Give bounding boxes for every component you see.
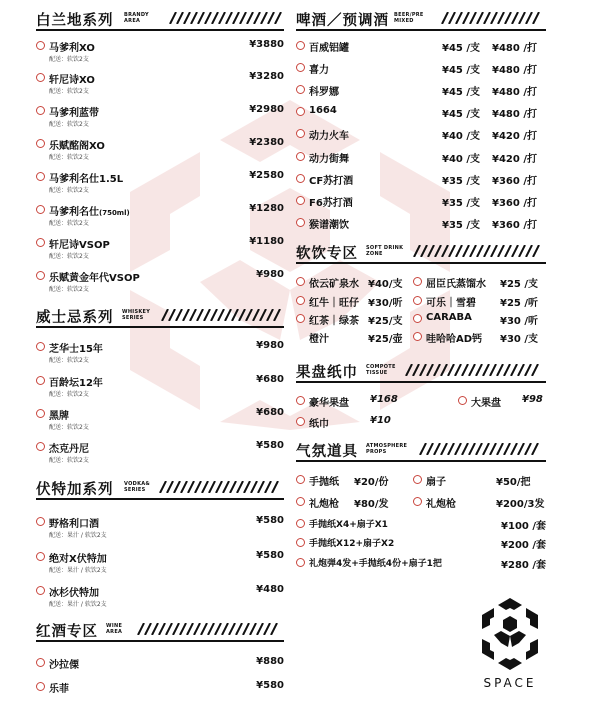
bullet-icon — [296, 63, 305, 72]
item-name: 礼炮弹4发+手抛纸4份+扇子1把 — [309, 559, 442, 569]
bullet-icon — [36, 205, 45, 214]
section-divider — [296, 460, 546, 462]
item-note: 配送：软饮2支 — [49, 121, 89, 128]
stripes-decoration — [412, 245, 546, 257]
bullet-icon — [36, 552, 45, 561]
section-subtitle: SOFT DRINK ZONE — [366, 245, 404, 257]
section-subtitle: ATMOSPHERE PROPS — [366, 443, 408, 455]
item-name: 马爹利名仕1.5L — [49, 174, 124, 185]
stripes-decoration — [418, 443, 546, 455]
item-price: ¥580 — [256, 550, 284, 561]
item-price: ¥1180 — [249, 236, 284, 247]
item-price: ¥30/听 — [368, 298, 403, 309]
item-name: 喜力 — [309, 65, 329, 76]
bullet-icon — [296, 519, 305, 528]
soft-drink-row: 依云矿泉水 ¥40/支 屈臣氏蒸馏水 ¥25 /支 — [296, 275, 546, 289]
bullet-icon — [36, 342, 45, 351]
bullet-icon — [36, 73, 45, 82]
item-price: ¥168 — [370, 394, 398, 405]
item-name: 百威铝罐 — [309, 43, 349, 54]
item-price: ¥2380 — [249, 137, 284, 148]
props-row: 礼炮枪 ¥80/发 礼炮枪 ¥200/3发 — [296, 495, 546, 509]
bullet-icon — [36, 106, 45, 115]
section-subtitle: WHISKEY SERIES — [122, 309, 151, 321]
bullet-icon — [413, 332, 422, 341]
bullet-icon — [296, 277, 305, 286]
item-price: ¥25/支 — [368, 316, 403, 327]
item-name: CF苏打酒 — [309, 176, 354, 187]
bullet-icon — [296, 538, 305, 547]
item-price-single: ¥45 /支 — [442, 65, 481, 76]
item-name: 轩尼诗VSOP — [49, 240, 110, 251]
item-name: 马爹利名仕(750ml) — [49, 207, 130, 218]
item-price: ¥2980 — [249, 104, 284, 115]
section-divider — [36, 498, 284, 500]
section-title: 啤酒／预调酒 — [296, 13, 389, 29]
bullet-icon — [36, 442, 45, 451]
item-price: ¥200 /套 — [501, 540, 546, 551]
bullet-icon — [36, 172, 45, 181]
item-price: ¥980 — [256, 269, 284, 280]
item-price-single: ¥35 /支 — [442, 176, 481, 187]
item-price: ¥280 /套 — [501, 560, 546, 571]
fruit-row: 纸巾 ¥10 — [296, 415, 546, 429]
bullet-icon — [296, 417, 305, 426]
item-note: 配送：果汁 / 软饮2支 — [49, 567, 107, 574]
section-title: 白兰地系列 — [36, 13, 114, 29]
item-name: 乐赋黄金年代VSOP — [49, 273, 140, 284]
bullet-icon — [413, 475, 422, 484]
props-combo[interactable] — [296, 517, 546, 531]
props-combo[interactable] — [296, 556, 546, 570]
item-price-single: ¥40 /支 — [442, 131, 481, 142]
item-price: ¥1280 — [249, 203, 284, 214]
item-price: ¥680 — [256, 374, 284, 385]
section-subtitle: COMPOTE TISSUE — [366, 364, 396, 376]
item-note: 配送：软饮2支 — [49, 253, 89, 260]
item-price-single: ¥45 /支 — [442, 109, 481, 120]
item-price: ¥30 /听 — [500, 316, 539, 327]
bullet-icon — [413, 296, 422, 305]
stripes-decoration — [160, 309, 284, 321]
bullet-icon — [296, 396, 305, 405]
stripes-decoration — [168, 12, 284, 24]
stripes-decoration — [158, 481, 284, 493]
section-subtitle: VODKA& SERIES — [124, 481, 151, 493]
item-name: 手抛纸X4+扇子X1 — [309, 520, 388, 530]
item-price-dozen: ¥480 /打 — [492, 43, 537, 54]
item-price: ¥25/壶 — [368, 334, 403, 345]
item-name: F6苏打酒 — [309, 198, 353, 209]
item-name: 乐菲 — [49, 684, 69, 695]
bullet-icon — [296, 475, 305, 484]
item-price: ¥680 — [256, 407, 284, 418]
bullet-icon — [36, 139, 45, 148]
item-price-dozen: ¥420 /打 — [492, 131, 537, 142]
atmosphere-section-header — [296, 440, 546, 462]
item-price: ¥40/支 — [368, 279, 403, 290]
section-divider — [36, 326, 284, 328]
bullet-icon — [36, 238, 45, 247]
section-subtitle: BRANDY AREA — [124, 12, 149, 24]
wine-section-header — [36, 620, 284, 642]
item-name: 动力街舞 — [309, 154, 349, 165]
item-price: ¥480 — [256, 584, 284, 595]
item-price: ¥10 — [370, 415, 391, 426]
item-price: ¥200/3发 — [496, 499, 545, 510]
item-price-dozen: ¥360 /打 — [492, 198, 537, 209]
item-price: ¥30 /支 — [500, 334, 539, 345]
section-subtitle: BEER/PRE MIXED — [394, 12, 424, 24]
section-title: 红酒专区 — [36, 624, 98, 640]
item-name: 马爹利XO — [49, 43, 95, 54]
bullet-icon — [296, 296, 305, 305]
item-price-dozen: ¥480 /打 — [492, 109, 537, 120]
item-price-single: ¥45 /支 — [442, 87, 481, 98]
item-price: ¥980 — [256, 340, 284, 351]
item-name: 手抛纸X12+扇子X2 — [309, 539, 395, 549]
item-name: 科罗娜 — [309, 87, 339, 98]
brand-name: SPACE — [483, 676, 537, 690]
stripes-decoration — [404, 364, 546, 376]
bullet-icon — [296, 85, 305, 94]
bullet-icon — [296, 218, 305, 227]
item-price: ¥3280 — [249, 71, 284, 82]
bullet-icon — [36, 271, 45, 280]
item-price-dozen: ¥480 /打 — [492, 87, 537, 98]
whiskey-section-header — [36, 306, 284, 328]
item-name: 野格利口酒 — [49, 519, 99, 530]
section-divider — [296, 262, 546, 264]
soft-drink-row: 红牛｜旺仔 ¥30/听 可乐｜雪碧 ¥25 /听 — [296, 294, 546, 308]
fruit-section-header — [296, 361, 546, 383]
item-note: 配送：果汁 / 软饮2支 — [49, 601, 107, 608]
item-name: 百龄坛12年 — [49, 378, 103, 389]
item-price-single: ¥35 /支 — [442, 198, 481, 209]
item-name: 冰杉伏特加 — [49, 588, 99, 599]
item-price: ¥3880 — [249, 39, 284, 50]
bullet-icon — [296, 107, 305, 116]
section-divider — [36, 29, 284, 31]
soft-drink-row: 红茶｜绿茶 ¥25/支 CARABA ¥30 /听 — [296, 312, 546, 326]
item-price: ¥25 /支 — [500, 279, 539, 290]
bullet-icon — [296, 497, 305, 506]
item-price: ¥80/发 — [354, 499, 389, 510]
bullet-icon — [296, 41, 305, 50]
section-divider — [296, 29, 546, 31]
item-note: 配送：软饮2支 — [49, 391, 89, 398]
item-price-single: ¥35 /支 — [442, 220, 481, 231]
bullet-icon — [413, 314, 422, 323]
item-note: 配送：软饮2支 — [49, 357, 89, 364]
section-title: 软饮专区 — [296, 246, 358, 262]
item-note: 配送：果汁 / 软饮2支 — [49, 532, 107, 539]
bullet-icon — [296, 174, 305, 183]
item-price: ¥25 /听 — [500, 298, 539, 309]
item-note: 配送：软饮2支 — [49, 424, 89, 431]
beer-section-header — [296, 9, 546, 31]
item-name: 马爹利蓝带 — [49, 108, 99, 119]
item-name: 杰克丹尼 — [49, 444, 89, 455]
vodka-section-header — [36, 478, 284, 500]
bullet-icon — [296, 314, 305, 323]
bullet-icon — [458, 396, 467, 405]
item-price: ¥580 — [256, 515, 284, 526]
section-subtitle: WINE AREA — [106, 623, 123, 635]
stripes-decoration — [136, 623, 284, 635]
bullet-icon — [296, 129, 305, 138]
section-title: 果盘纸巾 — [296, 365, 358, 381]
item-name: 猴谱潮饮 — [309, 220, 349, 231]
bullet-icon — [413, 277, 422, 286]
item-note: 配送：软饮2支 — [49, 154, 89, 161]
item-name: 沙拉傈 — [49, 660, 79, 671]
bullet-icon — [296, 152, 305, 161]
soft-drink-item[interactable]: 橙汁 — [309, 334, 329, 345]
item-price-single: ¥45 /支 — [442, 43, 481, 54]
section-title: 威士忌系列 — [36, 310, 114, 326]
bullet-icon — [36, 376, 45, 385]
bullet-icon — [36, 682, 45, 691]
bullet-icon — [296, 196, 305, 205]
item-price: ¥580 — [256, 440, 284, 451]
item-price: ¥20/份 — [354, 477, 389, 488]
section-title: 伏特加系列 — [36, 482, 114, 498]
item-name: 绝对X伏特加 — [49, 554, 107, 565]
item-note: 配送：软饮2支 — [49, 457, 89, 464]
section-divider — [296, 381, 546, 383]
item-price-dozen: ¥360 /打 — [492, 220, 537, 231]
soft-drink-section-header — [296, 242, 546, 264]
item-note: 配送：软饮2支 — [49, 88, 89, 95]
item-note: 配送：软饮2支 — [49, 56, 89, 63]
bullet-icon — [296, 558, 305, 567]
section-divider — [36, 640, 284, 642]
fruit-row: 豪华果盘 ¥168 大果盘 ¥98 — [296, 394, 546, 408]
stripes-decoration — [440, 12, 546, 24]
item-note: 配送：软饮2支 — [49, 220, 89, 227]
props-combo[interactable] — [296, 536, 546, 550]
item-price: ¥50/把 — [496, 477, 531, 488]
space-logo-icon — [478, 598, 542, 670]
item-price-dozen: ¥420 /打 — [492, 154, 537, 165]
soft-drink-row: 橙汁 ¥25/壶 哇哈哈AD钙 ¥30 /支 — [296, 330, 546, 344]
section-title: 气氛道具 — [296, 444, 358, 460]
bullet-icon — [36, 41, 45, 50]
brandy-section-header — [36, 9, 284, 31]
item-price-dozen: ¥480 /打 — [492, 65, 537, 76]
item-note: 配送：软饮2支 — [49, 286, 89, 293]
item-price: ¥100 /套 — [501, 521, 546, 532]
item-name: 1664 — [309, 105, 337, 116]
item-note: 配送：软饮2支 — [49, 187, 89, 194]
bullet-icon — [36, 658, 45, 667]
bullet-icon — [413, 497, 422, 506]
item-price-single: ¥40 /支 — [442, 154, 481, 165]
item-price: ¥580 — [256, 680, 284, 691]
item-name: 黑牌 — [49, 411, 69, 422]
item-price: ¥2580 — [249, 170, 284, 181]
item-name: 芝华士15年 — [49, 344, 103, 355]
item-price-dozen: ¥360 /打 — [492, 176, 537, 187]
item-price: ¥880 — [256, 656, 284, 667]
item-price: ¥98 — [522, 394, 543, 405]
bullet-icon — [36, 517, 45, 526]
item-name: 乐赋酩阁XO — [49, 141, 105, 152]
item-name: 动力火车 — [309, 131, 349, 142]
bullet-icon — [36, 409, 45, 418]
bullet-icon — [36, 586, 45, 595]
item-name: 轩尼诗XO — [49, 75, 95, 86]
props-row: 手抛纸 ¥20/份 扇子 ¥50/把 — [296, 473, 546, 487]
